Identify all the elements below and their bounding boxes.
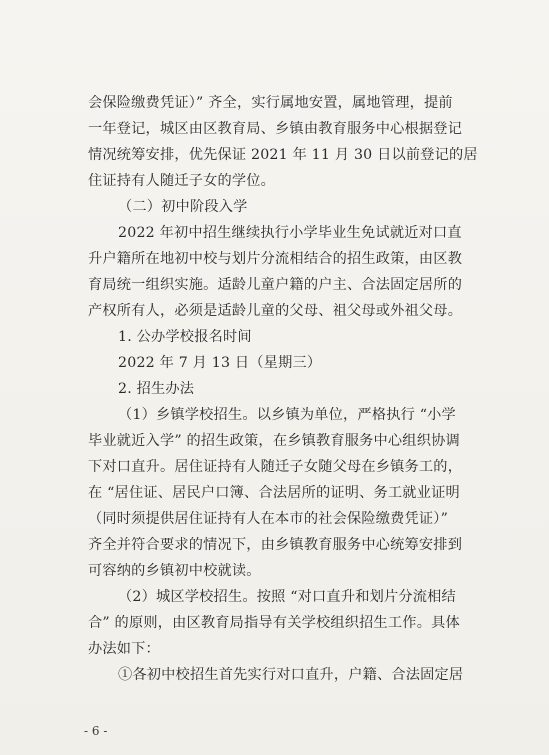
section-heading: （二）初中阶段入学 bbox=[118, 199, 248, 215]
paragraph-line: 升户籍所在地初中校与划片分流相结合的招生政策，由区教 bbox=[88, 251, 463, 267]
paragraph-line: 毕业就近入学” 的招生政策，在乡镇教育服务中心组织协调 bbox=[88, 433, 460, 449]
paragraph-line: 产权所有人，必须是适龄儿童的父母、祖父母或外祖父母。 bbox=[88, 303, 463, 319]
page-number: - 6 - bbox=[84, 724, 108, 738]
paragraph-line: （1）乡镇学校招生。以乡镇为单位，严格执行 “小学 bbox=[118, 407, 456, 423]
date-line: 2022 年 7 月 13 日（星期三） bbox=[118, 355, 322, 371]
paragraph-line: 齐全并符合要求的情况下，由乡镇教育服务中心统筹安排到 bbox=[88, 537, 463, 553]
paragraph-line: 住证持有人随迁子女的学位。 bbox=[88, 173, 276, 189]
paragraph-line: 育局统一组织实施。适龄儿童户籍的户主、合法固定居所的 bbox=[88, 277, 463, 293]
paragraph-line: 情况统筹安排，优先保证 2021 年 11 月 30 日以前登记的居 bbox=[88, 147, 478, 163]
paragraph-line: 合” 的原则，由区教育局指导有关学校组织招生工作。具体 bbox=[88, 615, 460, 631]
paragraph-line: 2022 年初中招生继续执行小学毕业生免试就近对口直 bbox=[118, 225, 462, 241]
paragraph-line: 会保险缴费凭证）” 齐全，实行属地安置，属地管理，提前 bbox=[88, 95, 453, 111]
paragraph-line: 一年登记，城区由区教育局、乡镇由教育服务中心根据登记 bbox=[88, 121, 463, 137]
paragraph-line: （同时须提供居住证持有人在本市的社会保险缴费凭证）” bbox=[88, 511, 449, 527]
paragraph-line: ①各初中校招生首先实行对口直升，户籍、合法固定居 bbox=[118, 667, 464, 683]
paragraph-line: 办法如下： bbox=[88, 641, 160, 657]
paragraph-line: （2）城区学校招生。按照 “对口直升和划片分流相结 bbox=[118, 589, 456, 605]
paragraph-line: 在 “居住证、居民户口簿、合法居所的证明、务工就业证明 bbox=[88, 485, 460, 501]
subheading: 2. 招生办法 bbox=[118, 381, 195, 397]
paragraph-line: 下对口直升。居住证持有人随迁子女随父母在乡镇务工的， bbox=[88, 459, 463, 475]
subheading: 1. 公办学校报名时间 bbox=[118, 329, 252, 345]
paragraph-line: 可容纳的乡镇初中校就读。 bbox=[88, 563, 261, 579]
